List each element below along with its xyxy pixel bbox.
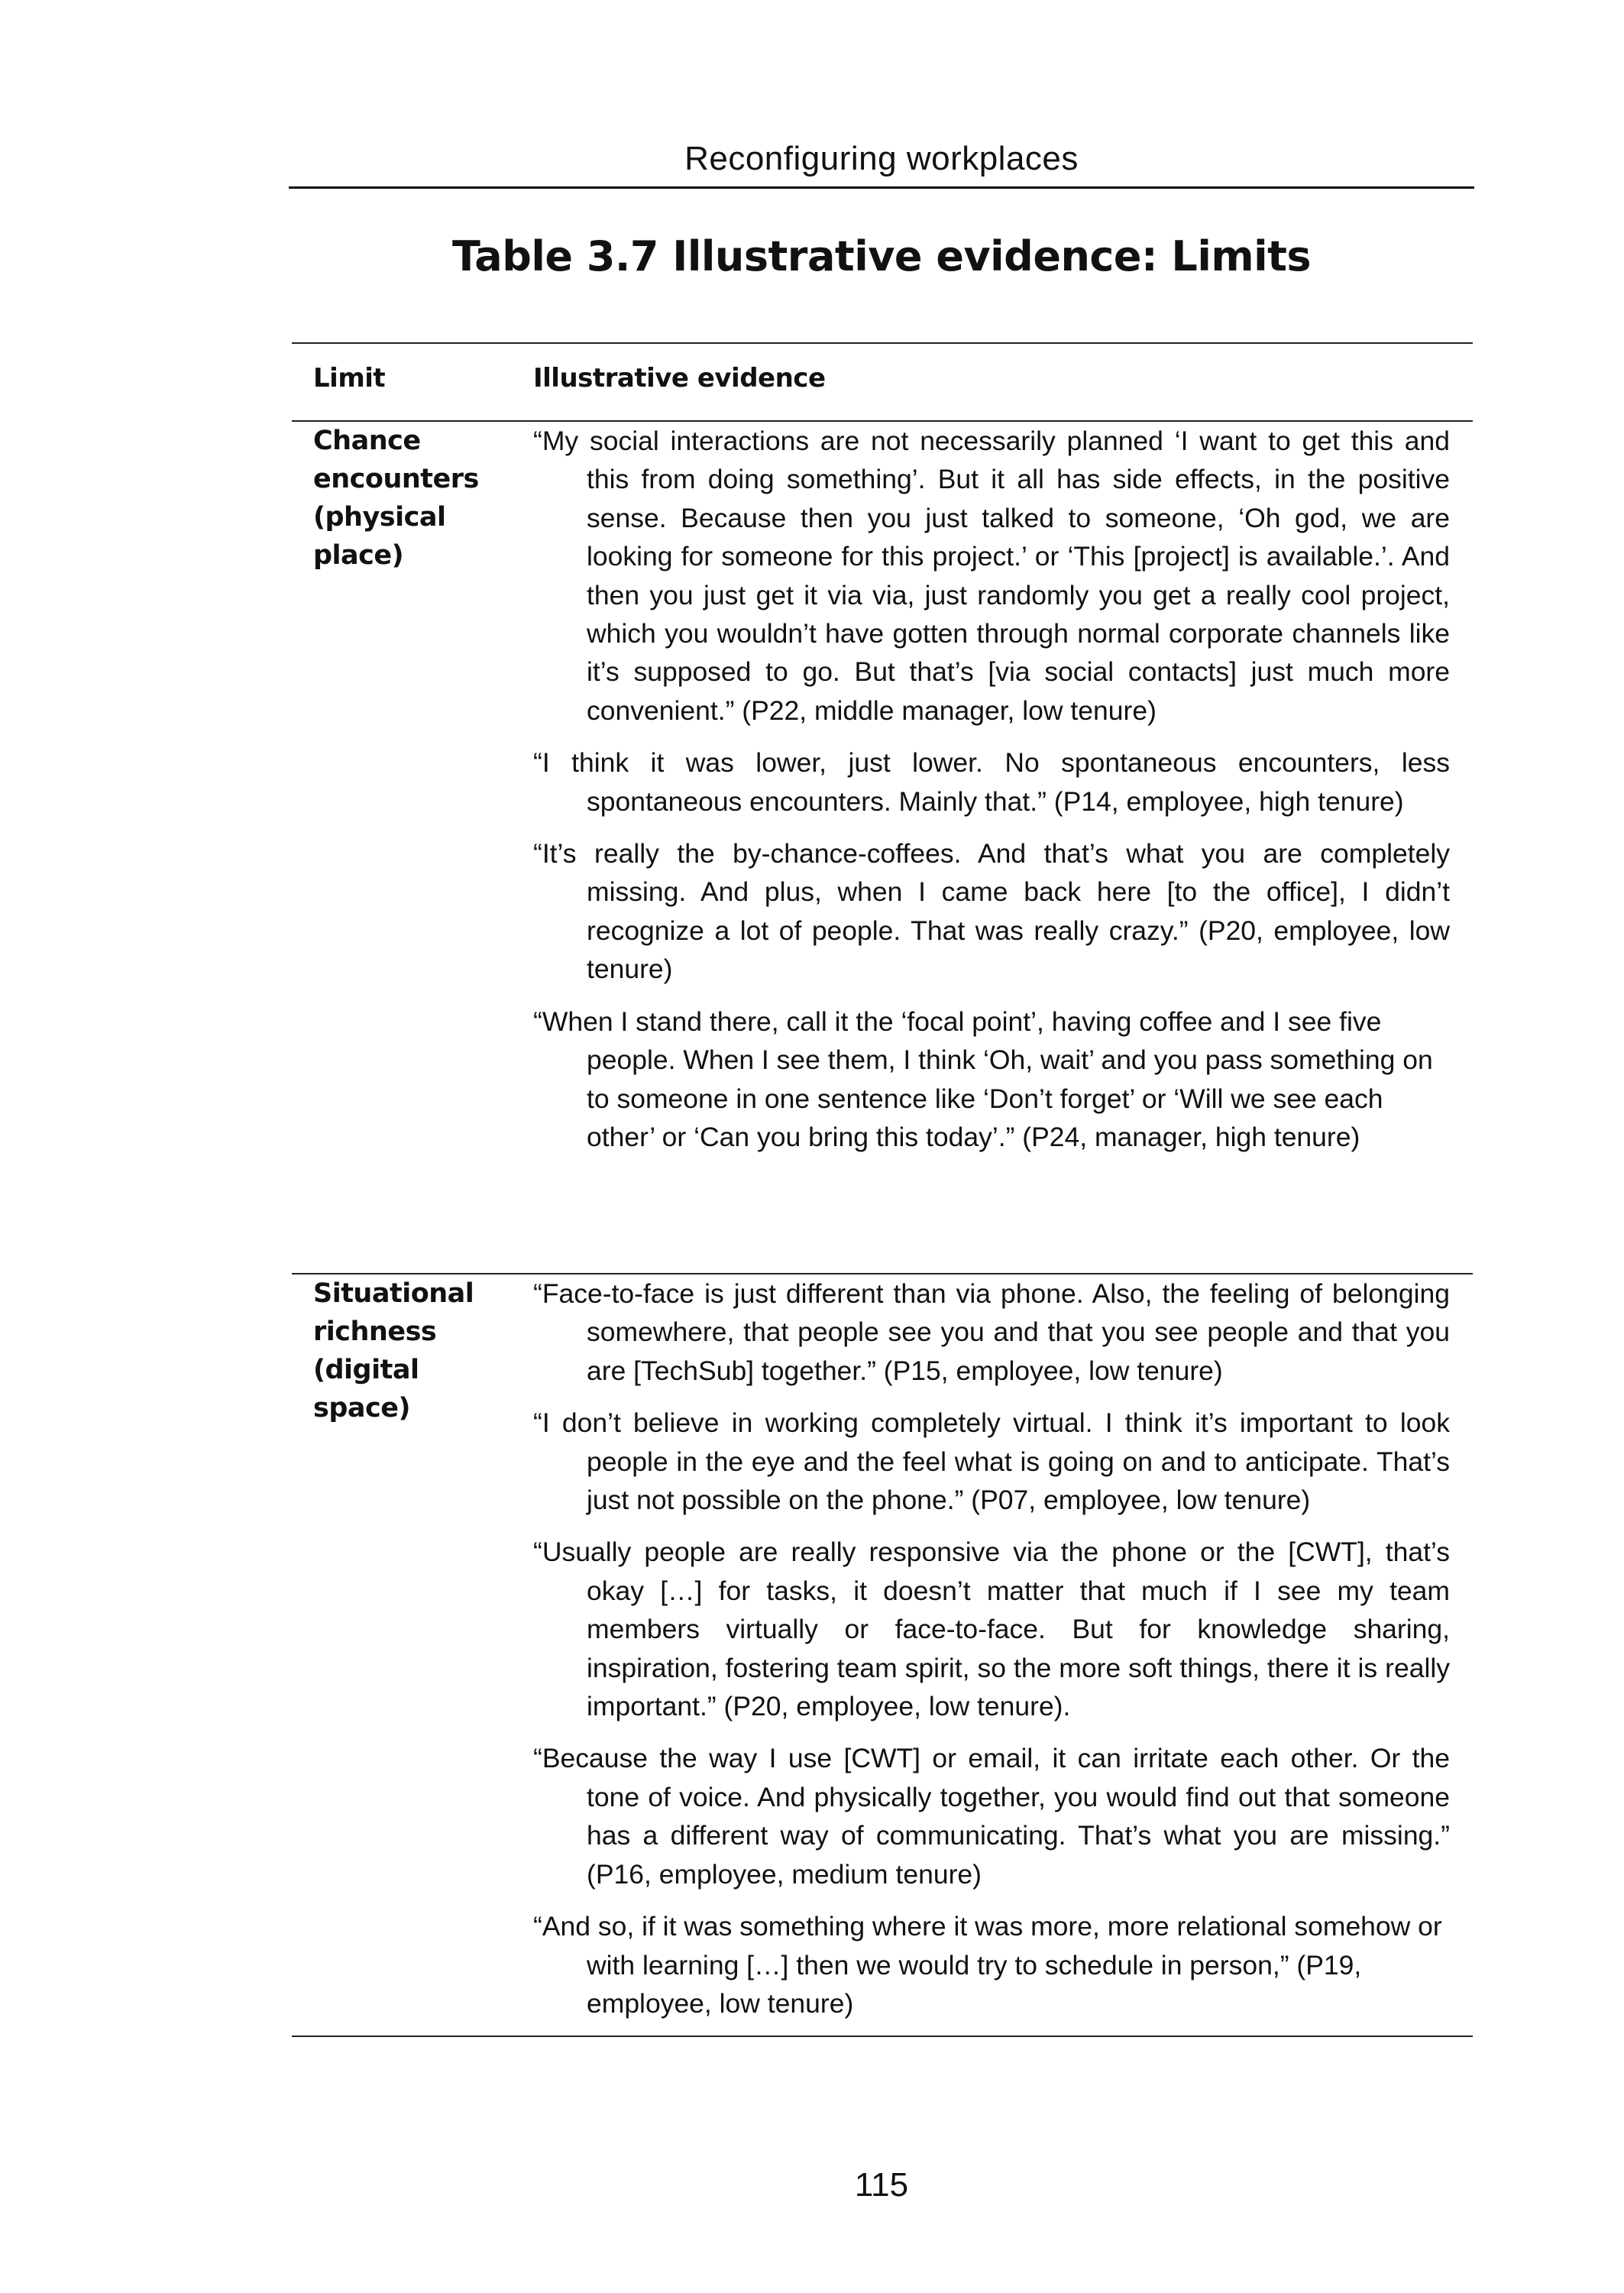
table-top-rule	[292, 342, 1473, 344]
running-head: Reconfiguring workplaces	[684, 140, 1079, 177]
evidence-quote: “When I stand there, call it the ‘focal point’, having coffee and I see five people. When I see them, I think ‘Oh, wait’ and you pass something on to someone in one sentence like ‘Don’t forget’ or ‘Will we see each other’ or ‘Can you bring this today’.” (P24, manager, high tenure)	[533, 1006, 1433, 1152]
evidence-cell	[533, 422, 1450, 1170]
limit-label: Chance encounters (physical place)	[313, 426, 479, 571]
table-title: Table 3.7 Illustrative evidence: Limits	[451, 232, 1312, 280]
evidence-quote: “And so, if it was something where it was more, more relational somehow or with learning […] then we would try to schedule in person,” (P19, employee, low tenure)	[533, 1911, 1442, 2019]
column-header-limit: Limit	[313, 363, 386, 394]
evidence-quote: “I think it was lower, just lower. No spontaneous encounters, less spontaneous encounters. Mainly that.” (P14, employee, high tenure)	[533, 747, 1450, 817]
evidence-quote: “Because the way I use [CWT] or email, it can irritate each other. Or the tone of voice. And physically together, you would find out that someone has a different way of communicating. That’s what you are missing.” (P16, employee, medium tenure)	[533, 1743, 1450, 1890]
limit-label: Situational richness (digital space)	[313, 1278, 474, 1423]
evidence-quote: “Usually people are really responsive via the phone or the [CWT], that’s okay […] for tasks, it doesn’t matter that much if I see my team members virtually or face-to-face. But for knowledge sharing, inspiration, fostering team spirit, so the more soft things, there it is really important.” (P20, employee, low tenure).	[533, 1537, 1450, 1722]
page-number: 115	[854, 2166, 909, 2204]
evidence-quote: “Face-to-face is just different than via phone. Also, the feeling of belonging somewhere, that people see you and that you see people and that you are [TechSub] together.” (P15, employee, low tenure)	[533, 1278, 1450, 1386]
table-bottom-rule	[292, 2036, 1473, 2037]
evidence-quote: “My social interactions are not necessarily planned ‘I want to get this and this from doing something’. But it all has side effects, in the positive sense. Because then you just talked to someone, ‘Oh god, we are looking for someone for this project.’ or ‘This [project] is available.’. And then you just get it via via, just randomly you get a really cool project, which you wouldn’t have gotten through normal corporate channels like it’s supposed to go. But that’s [via social contacts] just much more convenient.” (P22, middle manager, low tenure)	[533, 426, 1450, 726]
column-header-evidence: Illustrative evidence	[533, 363, 826, 394]
evidence-cell	[533, 1274, 1450, 2036]
evidence-quote: “It’s really the by-chance-coffees. And that’s what you are completely missing. And plus, when I came back here [to the office], I didn’t recognize a lot of people. That was really crazy.” (P20, employee, low tenure)	[533, 838, 1450, 985]
evidence-quote: “I don’t believe in working completely virtual. I think it’s important to look people in the eye and the feel what is going on and to anticipate. That’s just not possible on the phone.” (P07, employee, low tenure)	[533, 1407, 1450, 1516]
header-rule	[289, 186, 1474, 189]
